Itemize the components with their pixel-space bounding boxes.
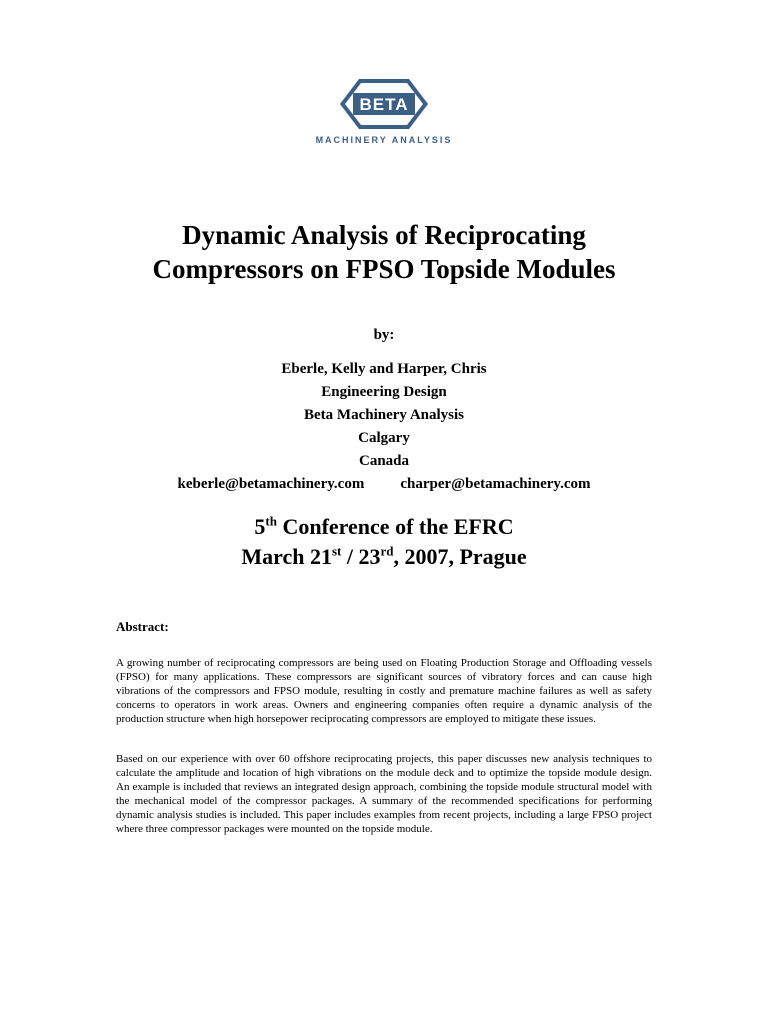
title-line-2: Compressors on FPSO Topside Modules xyxy=(152,254,616,284)
city: Calgary xyxy=(358,430,410,446)
byline-by: by: xyxy=(373,327,395,343)
beta-hexagon-logo-icon xyxy=(339,78,429,130)
conference-separator: / 23 xyxy=(341,544,381,569)
email-charper[interactable]: charper@betamachinery.com xyxy=(400,476,591,492)
conference-ordinal-suffix: th xyxy=(265,513,277,529)
conference-day2-suffix: rd xyxy=(380,543,394,559)
conference-day1-suffix: st xyxy=(331,543,342,559)
conference-info xyxy=(0,512,768,572)
byline xyxy=(0,324,768,496)
abstract-paragraph-2: Based on our experience with over 60 offshore reciprocating projects, this paper discusses new analysis techniques to calculate the amplitude and location of high vibrations on the module deck and to optimize the topside module design. An example is included that reviews an integrated design approach, combining the topside module structural model with the mechanical model of the compressor packages. A summary of the recommended specifications for performing dynamic analysis studies is included. This paper includes examples from recent projects, including a large FPSO project where three compressor packages were mounted on the topside module. xyxy=(116,753,652,835)
abstract-heading: Abstract: xyxy=(116,619,169,634)
conference-month: March 21 xyxy=(241,544,332,569)
company: Beta Machinery Analysis xyxy=(304,407,464,423)
email-keberle[interactable]: keberle@betamachinery.com xyxy=(177,476,365,492)
conference-ordinal: 5 xyxy=(254,514,266,539)
emails xyxy=(0,473,768,496)
logo-caption: MACHINERY ANALYSIS xyxy=(315,135,453,145)
authors: Eberle, Kelly and Harper, Chris xyxy=(281,361,487,377)
department: Engineering Design xyxy=(321,384,447,400)
conference-name: Conference of the EFRC xyxy=(276,514,514,539)
paper-title xyxy=(0,218,768,286)
title-line-1: Dynamic Analysis of Reciprocating xyxy=(182,220,586,250)
abstract-paragraph-1: A growing number of reciprocating compressors are being used on Floating Production Storage and Offloading vessels (FPSO) for many applications. These compressors are significant sources of vibratory forces and can cause high vibrations of the compressors and FPSO module, resulting in costly and premature machine failures as well as safety concerns to operators in work areas. Owners and engineering companies often require a dynamic analysis of the production structure when high horsepower reciprocating compressors are employed to mitigate these issues. xyxy=(116,657,652,725)
country: Canada xyxy=(358,453,410,469)
conference-date-line xyxy=(0,542,768,572)
logo-wordmark: BETA xyxy=(359,95,409,114)
beta-logo xyxy=(0,78,768,145)
conference-name-line xyxy=(0,512,768,542)
conference-year-place: , 2007, Prague xyxy=(393,544,527,569)
